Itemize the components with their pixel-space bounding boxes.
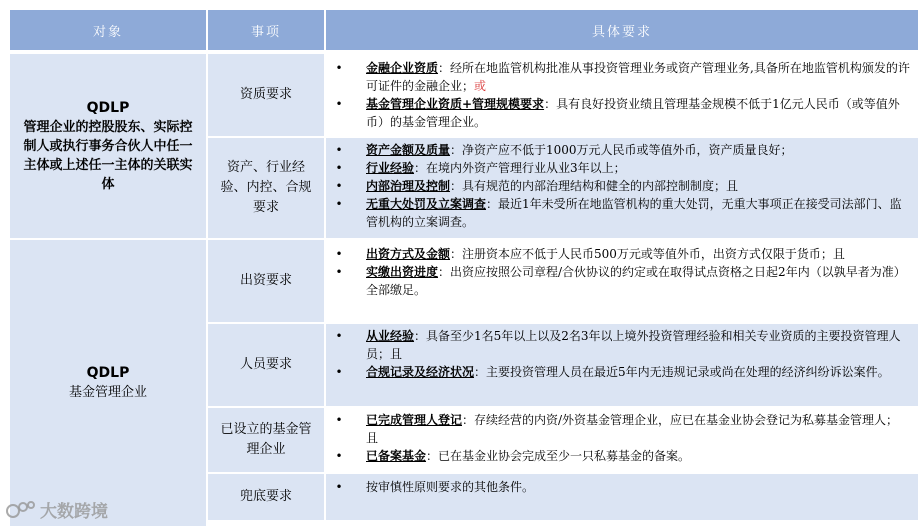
bullet-icon: • xyxy=(335,265,343,279)
object-cell-2 xyxy=(10,240,206,526)
list-item: • 基金管理企业资质+管理规模要求：具有良好投资业绩且管理基金规模不低于1亿元人民币（或等值外币）的基金管理企业。 xyxy=(335,97,900,129)
item-personnel: 人员要求 xyxy=(208,324,324,406)
list-item: • 实缴出资进度：出资应按照公司章程/合伙协议的约定或在取得试点资格之日起2年内（以孰早者为准）全部缴足。 xyxy=(335,265,906,297)
object-cell-1 xyxy=(10,54,206,238)
list-item: • 金融企业资质：经所在地监管机构批准从事投资管理业务或资产管理业务,具备所在地监管机构颁发的许可证件的金融企业；或 xyxy=(335,61,910,93)
item-established-manager: 已设立的基金管理企业 xyxy=(208,408,324,472)
header-item: 事项 xyxy=(208,10,324,50)
bullet-icon: • xyxy=(335,197,343,211)
spec-assets-experience xyxy=(326,138,918,238)
watermark-logo-icon xyxy=(6,500,36,520)
bullet-icon: • xyxy=(335,413,343,427)
list-item: • 出资方式及金额：注册资本应不低于人民币500万元或等值外币，出资方式仅限于货币；且 xyxy=(335,247,845,261)
item-fallback: 兜底要求 xyxy=(208,474,324,520)
list-item: • 资产金额及质量：净资产应不低于1000万元人民币或等值外币，资产质量良好； xyxy=(335,143,793,157)
item-qualification: 资质要求 xyxy=(208,54,324,136)
bullet-icon: • xyxy=(335,480,343,494)
list-item: • 合规记录及经济状况：主要投资管理人员在最近5年内无违规记录或尚在处理的经济纠纷诉讼案件。 xyxy=(335,365,890,379)
item-capital: 出资要求 xyxy=(208,240,324,322)
spec-capital xyxy=(326,240,918,322)
spec-established-manager xyxy=(326,408,918,472)
list-item: • 已备案基金：已在基金业协会完成至少一只私募基金的备案。 xyxy=(335,449,691,463)
spec-qualification xyxy=(326,54,918,136)
list-item: • 内部治理及控制：具有规范的内部治理结构和健全的内部控制制度；且 xyxy=(335,179,739,193)
bullet-icon: • xyxy=(335,365,343,379)
watermark xyxy=(6,497,108,522)
bullet-icon: • xyxy=(335,449,343,463)
spec-fallback xyxy=(326,474,918,520)
object-description: 管理企业的控股股东、实际控制人或执行事务合伙人中任一主体或上述任一主体的关联实体 xyxy=(23,119,193,192)
object-code: QDLP xyxy=(86,365,130,381)
item-assets-experience: 资产、行业经验、内控、合规要求 xyxy=(208,138,324,238)
highlight-or: 或 xyxy=(474,79,487,93)
list-item: • 行业经验：在境内外资产管理行业从业3年以上； xyxy=(335,161,626,175)
list-item: • 按审慎性原则要求的其他条件。 xyxy=(335,480,535,494)
object-code: QDLP xyxy=(86,99,130,116)
bullet-icon: • xyxy=(335,143,343,157)
list-item: • 已完成管理人登记：存续经营的内资/外资基金管理企业，应已在基金业协会登记为私募基金管理人；且 xyxy=(335,413,899,445)
object-description: 基金管理企业 xyxy=(68,385,147,400)
list-item: • 无重大处罚及立案调查：最近1年未受所在地监管机构的重大处罚，无重大事项正在接受司法部门、监管机构的立案调查。 xyxy=(335,197,902,229)
bullet-icon: • xyxy=(335,161,343,175)
bullet-icon: • xyxy=(335,97,343,111)
list-item: • 从业经验：具备至少1名5年以上以及2名3年以上境外投资管理经验和相关专业资质的主要投资管理人员；且 xyxy=(335,329,901,361)
bullet-icon: • xyxy=(335,179,343,193)
bullet-icon: • xyxy=(335,247,343,261)
bullet-icon: • xyxy=(335,329,343,343)
header-spec: 具体要求 xyxy=(326,10,918,50)
header-object: 对象 xyxy=(10,10,206,50)
watermark-text: 大数跨境 xyxy=(40,502,108,522)
bullet-icon: • xyxy=(335,61,343,75)
spec-personnel xyxy=(326,324,918,406)
